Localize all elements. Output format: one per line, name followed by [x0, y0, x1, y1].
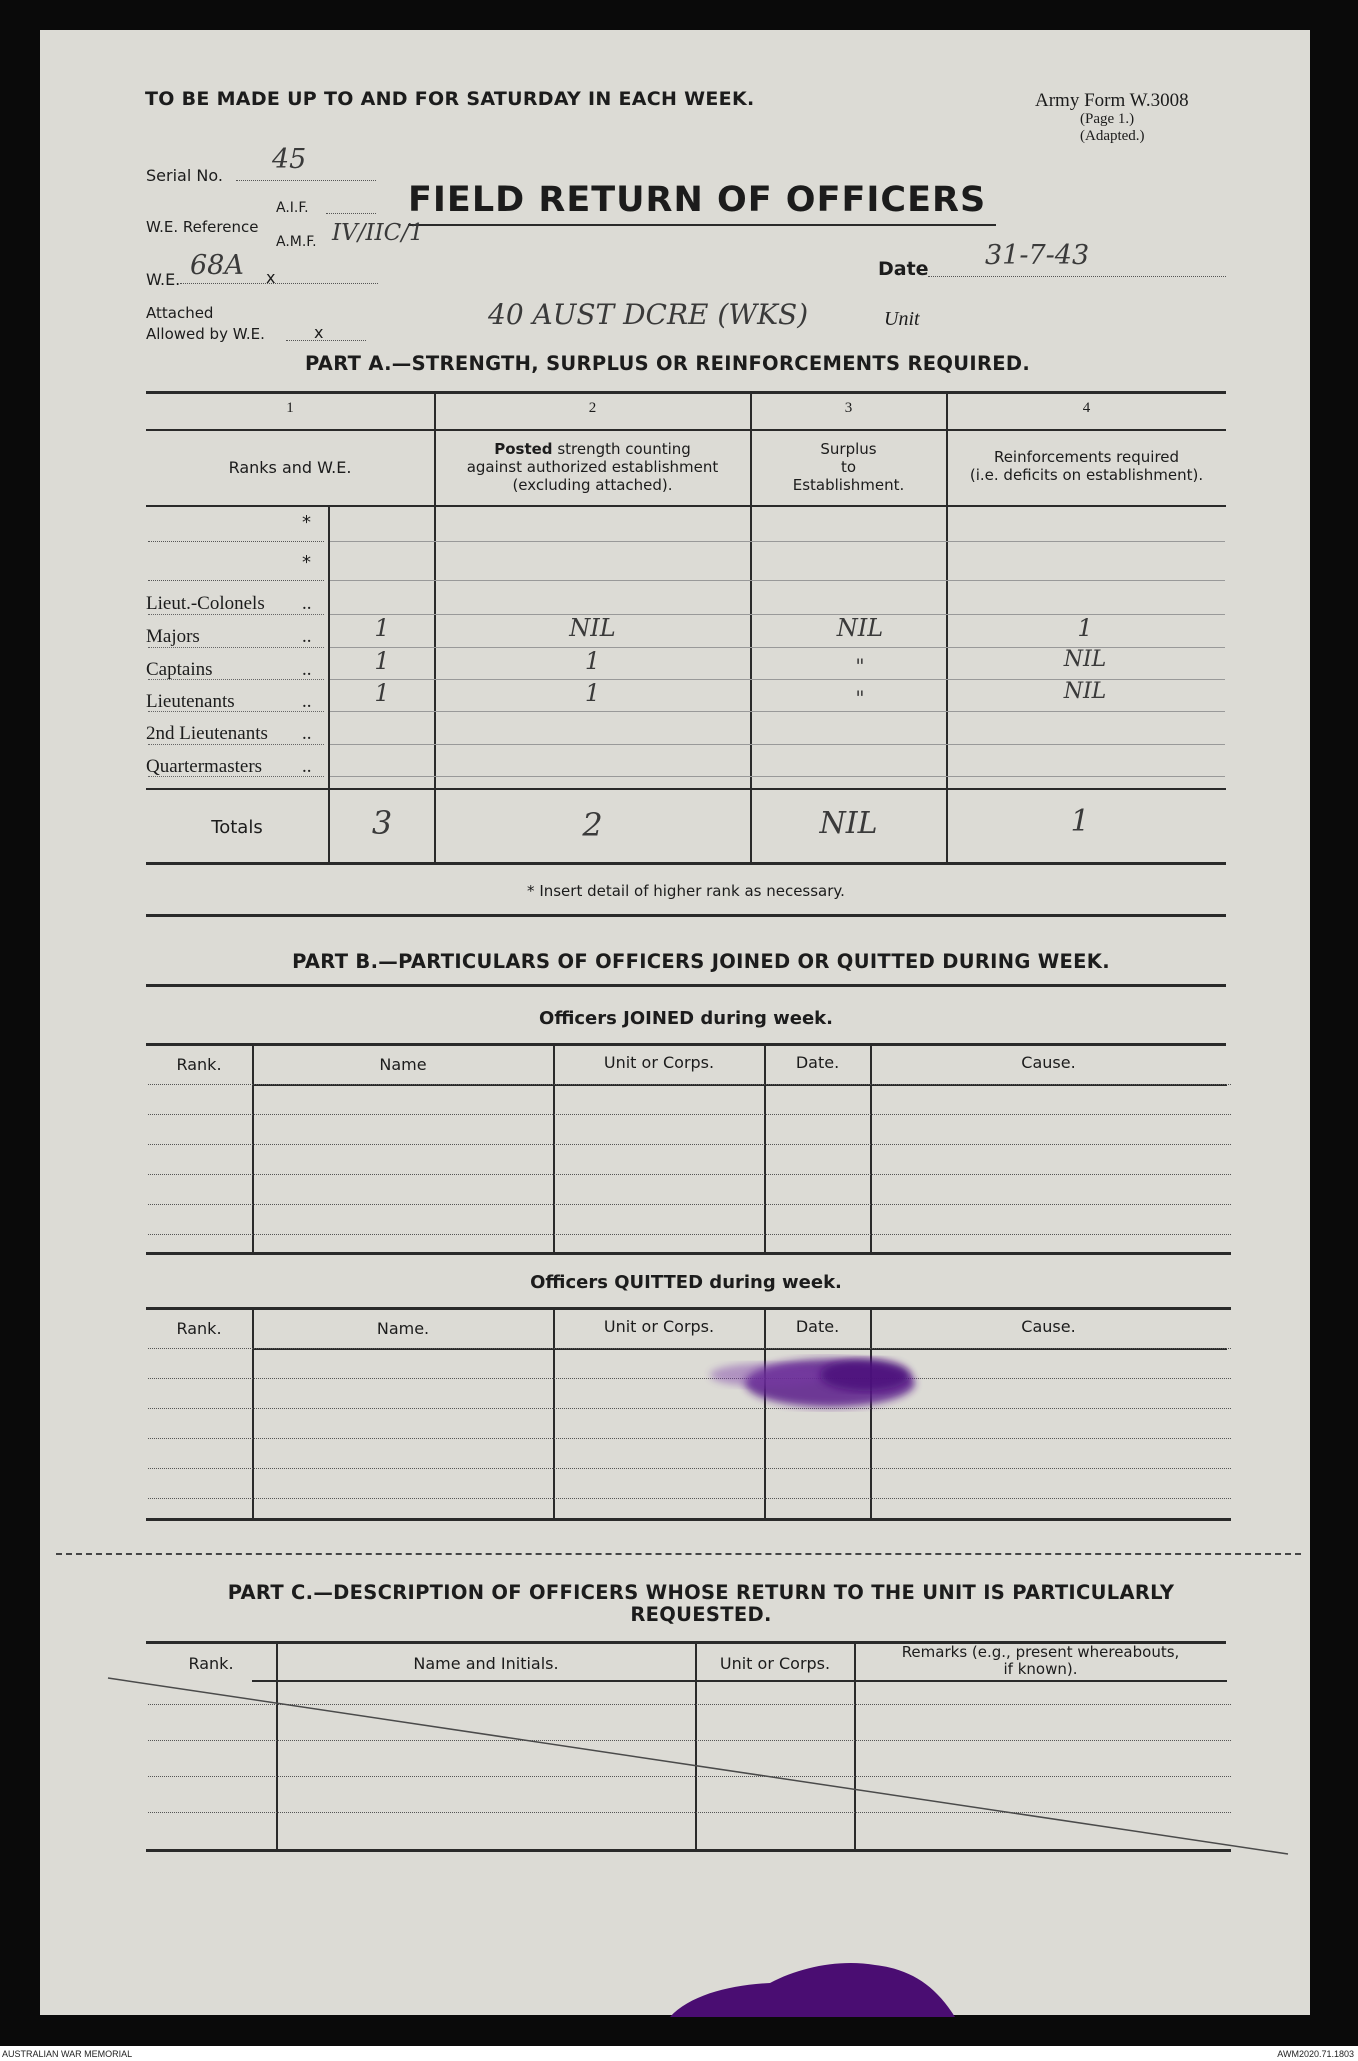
date-line — [928, 276, 1226, 277]
col1-header: Ranks and W.E. — [228, 458, 352, 477]
table-row-rule — [148, 1468, 1231, 1469]
table-row-rule — [148, 1144, 1231, 1145]
serial-label: Serial No. — [146, 166, 223, 185]
header-rule — [146, 505, 1226, 507]
we-line — [180, 283, 378, 284]
star-row-2-line — [148, 580, 324, 581]
rank-label: 2nd Lieutenants — [146, 723, 268, 744]
star-row-2: * — [302, 552, 311, 573]
attached-label-2: Allowed by W.E. — [146, 325, 265, 343]
table-row-rule — [148, 1174, 1231, 1175]
joined-bottom-rule — [146, 1252, 1231, 1255]
reinf-cell: NIL — [1063, 679, 1107, 704]
partc-remarks-line2: if known). — [1003, 1660, 1078, 1678]
part-c-heading-line1: PART C.—DESCRIPTION OF OFFICERS WHOSE RETURN TO THE UNIT IS PARTICULARLY — [227, 1581, 1175, 1604]
part-c-heading-line2: REQUESTED. — [630, 1603, 772, 1626]
joined-heading: Officers JOINED during week. — [539, 1008, 833, 1029]
table-row-rule — [148, 1438, 1231, 1439]
col3-header — [751, 440, 946, 494]
part-a-heading: PART A.—STRENGTH, SURPLUS OR REINFORCEMENTS REQUIRED. — [305, 352, 1031, 375]
page-title: FIELD RETURN OF OFFICERS — [408, 180, 987, 220]
rank-label: Captains — [146, 659, 213, 680]
rank-label: Lieutenants — [146, 691, 235, 712]
totals-posted: 2 — [582, 806, 603, 844]
attached-label-1: Attached — [146, 304, 214, 322]
page-label: (Page 1.) — [1080, 111, 1135, 127]
instruction-text: TO BE MADE UP TO AND FOR SATURDAY IN EACH WEEK. — [145, 88, 755, 110]
footer-left: AUSTRALIAN WAR MEMORIAL — [2, 2049, 133, 2059]
unit-value: 40 AUST DCRE (WKS) — [488, 298, 809, 331]
totals-surplus: NIL — [819, 806, 878, 841]
quitted-col-date: Date. — [795, 1317, 840, 1336]
col-number-4: 4 — [1082, 400, 1091, 416]
col-number-3: 3 — [844, 400, 853, 416]
part-a-top-rule — [146, 391, 1226, 394]
partc-col-rank: Rank. — [188, 1654, 234, 1673]
col-number-rule — [146, 429, 1226, 431]
amf-value: IV/IIC/1 — [332, 220, 424, 246]
joined-col-unit: Unit or Corps. — [603, 1053, 715, 1072]
title-underline — [408, 224, 996, 226]
rank-leader: .. — [302, 593, 312, 614]
footnote: * Insert detail of higher rank as necessary. — [527, 882, 845, 900]
posted-cell: 1 — [584, 679, 601, 707]
we-x: x — [266, 268, 276, 287]
posted-cell: 1 — [584, 647, 601, 675]
footnote-rule — [146, 914, 1226, 917]
part-a-bottom-rule — [146, 862, 1226, 865]
footer-strip — [0, 2046, 1358, 2061]
quitted-col-rank: Rank. — [176, 1319, 222, 1338]
quitted-col-name: Name. — [376, 1319, 430, 1338]
date-label: Date — [878, 258, 929, 280]
attached-x: x — [314, 323, 324, 342]
we-cell: 1 — [374, 647, 390, 675]
rank-label: Quartermasters — [146, 756, 263, 777]
we-value: 68A — [190, 250, 244, 281]
we-cell: 1 — [374, 614, 390, 642]
totals-top-rule — [146, 788, 1226, 790]
joined-col-date: Date. — [795, 1053, 840, 1072]
table-col-divider — [553, 1310, 555, 1518]
totals-reinf: 1 — [1070, 804, 1090, 839]
col4-header-line1: Reinforcements required — [993, 448, 1180, 466]
posted-cell: NIL — [569, 614, 616, 642]
partc-col-name: Name and Initials. — [413, 1654, 559, 1673]
partc-col-unit: Unit or Corps. — [719, 1654, 831, 1673]
part-c-heading — [146, 1582, 1256, 1626]
row-rule — [330, 744, 1225, 745]
col3-header-line3: Establishment. — [792, 476, 905, 494]
col2-header — [435, 440, 750, 494]
col4-header-line2: (i.e. deficits on establishment). — [969, 466, 1204, 484]
army-form-label: Army Form W.3008 — [1035, 90, 1189, 111]
joined-top-rule — [146, 1043, 1226, 1046]
amf-label: A.M.F. — [276, 234, 317, 250]
table-col-divider — [252, 1046, 254, 1252]
we-label: W.E. — [146, 270, 181, 289]
col2-header-line2: against authorized establishment — [466, 458, 719, 476]
ink-smudge — [650, 1345, 930, 1425]
col-number-2: 2 — [588, 400, 597, 416]
partc-remarks-line1: Remarks (e.g., present whereabouts, — [901, 1643, 1180, 1661]
aif-label: A.I.F. — [276, 200, 309, 216]
rank-leader: .. — [302, 659, 312, 680]
unit-label: Unit — [884, 308, 920, 330]
aif-line — [326, 213, 376, 214]
rank-label: Majors — [146, 626, 200, 647]
row-rule — [330, 776, 1225, 777]
reinf-cell: 1 — [1077, 614, 1093, 642]
totals-label: Totals — [211, 817, 263, 838]
col-number-1: 1 — [286, 400, 294, 416]
joined-col-name: Name — [379, 1055, 427, 1074]
perforation-line — [56, 1553, 1301, 1555]
joined-col-cause: Cause. — [1021, 1053, 1076, 1072]
row-rule — [330, 541, 1225, 542]
quitted-heading: Officers QUITTED during week. — [530, 1272, 842, 1293]
attached-line — [286, 340, 366, 341]
table-row-rule — [148, 1234, 1231, 1235]
ink-blob — [660, 1955, 960, 2017]
quitted-col-unit: Unit or Corps. — [603, 1317, 715, 1336]
col2-header-bold: Posted — [494, 440, 553, 458]
totals-we: 3 — [371, 804, 393, 842]
star-row-1-line — [148, 541, 324, 542]
col4-header — [947, 448, 1226, 484]
rank-label: Lieut.-Colonels — [146, 593, 265, 614]
we-cell: 1 — [374, 679, 390, 707]
reinf-cell: NIL — [1063, 647, 1107, 672]
rank-leader: .. — [302, 723, 312, 744]
rank-leader: .. — [302, 626, 312, 647]
date-value: 31-7-43 — [985, 240, 1090, 271]
quitted-bottom-rule — [146, 1518, 1231, 1521]
table-col-divider — [553, 1046, 555, 1252]
col2-header-line3: (excluding attached). — [512, 476, 673, 494]
rank-leader: .. — [302, 691, 312, 712]
adapted-label: (Adapted.) — [1080, 128, 1145, 144]
row-rule — [330, 580, 1225, 581]
star-row-1: * — [302, 512, 311, 533]
part-b-rule — [146, 984, 1226, 987]
quitted-top-rule — [146, 1307, 1231, 1310]
footer-right: AWM2020.71.1803 — [1277, 2049, 1354, 2059]
table-row-rule — [148, 1114, 1231, 1115]
col3-header-line1: Surplus — [820, 440, 877, 458]
col2-header-rest: strength counting — [557, 440, 691, 458]
table-col-divider — [870, 1046, 872, 1252]
part-b-heading: PART B.—PARTICULARS OF OFFICERS JOINED OR QUITTED DURING WEEK. — [292, 950, 1110, 973]
surplus-cell: NIL — [836, 614, 884, 642]
row-rule — [330, 711, 1225, 712]
diagonal-cancel-line — [100, 1670, 1300, 1870]
table-row-rule — [148, 1204, 1231, 1205]
rank-leader: .. — [302, 756, 312, 777]
we-reference-label: W.E. Reference — [146, 218, 259, 236]
table-row-rule — [148, 1084, 1231, 1085]
surplus-cell: " — [855, 654, 865, 678]
table-col-divider — [252, 1310, 254, 1518]
table-col-divider — [764, 1046, 766, 1252]
table-row-rule — [148, 1498, 1231, 1499]
joined-col-rank: Rank. — [176, 1055, 222, 1074]
col3-header-line2: to — [840, 458, 857, 476]
surplus-cell: " — [855, 686, 865, 710]
serial-value: 45 — [272, 144, 307, 175]
serial-line — [236, 180, 376, 181]
quitted-col-cause: Cause. — [1021, 1317, 1076, 1336]
